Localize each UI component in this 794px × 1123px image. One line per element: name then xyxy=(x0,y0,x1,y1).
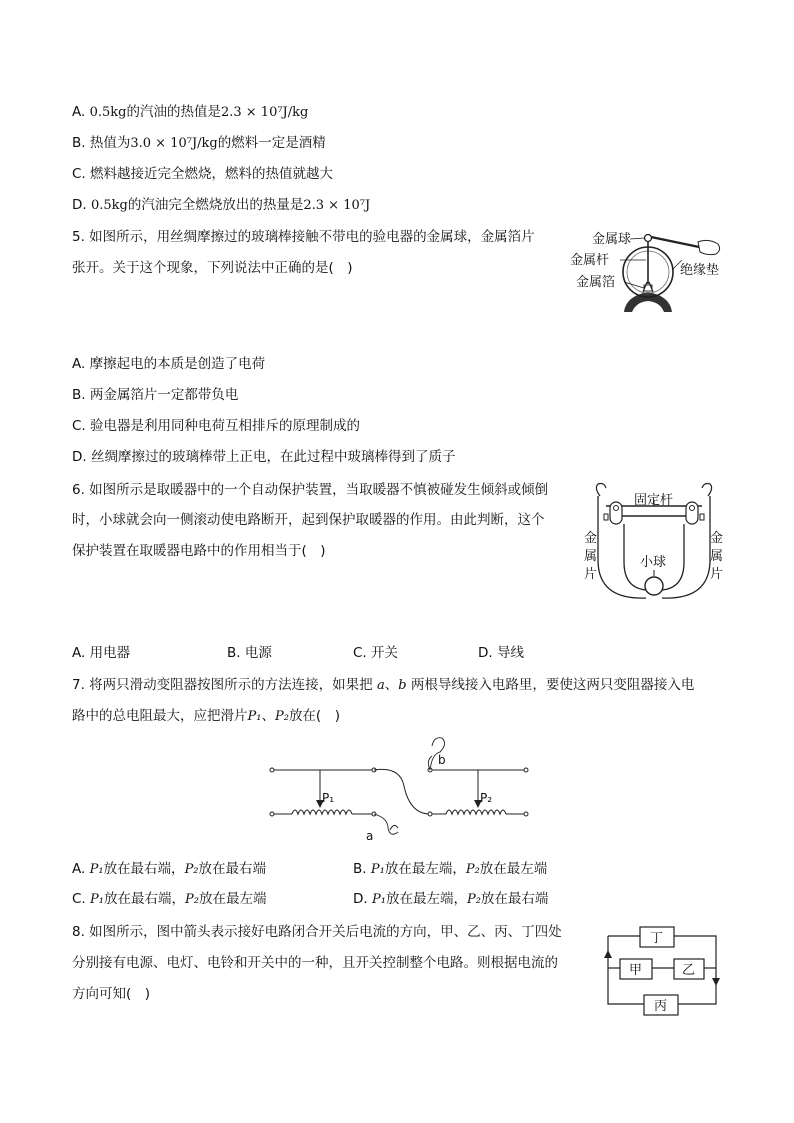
q6-option-d[interactable]: D. 导线 xyxy=(478,645,524,661)
label-metal-ball: 金属球 xyxy=(592,232,632,247)
label-p1: P₁ xyxy=(322,791,335,805)
stem-text: 7. 将两只滑动变阻器按图所示的方法连接，如果把 xyxy=(72,677,377,693)
q7-option-c[interactable] xyxy=(72,889,266,910)
var-p2: P₂ xyxy=(465,862,480,877)
q7-option-d[interactable] xyxy=(353,889,548,910)
rheostat-figure xyxy=(264,730,534,846)
math-mass: 0.5kg xyxy=(89,105,127,120)
label-jia: 甲 xyxy=(629,963,643,978)
option-prefix: D. xyxy=(353,891,372,907)
protection-device-figure xyxy=(584,480,724,608)
label-yi: 乙 xyxy=(682,963,696,978)
option-text: 放在最左端 xyxy=(198,891,267,907)
var-p1: P₁ xyxy=(247,709,262,724)
var-p1: P₁ xyxy=(370,862,385,877)
q6-stem-line1: 6. 如图所示是取暖器中的一个自动保护装置，当取暖器不慎被碰发生倾斜或倾倒 xyxy=(72,482,549,498)
var-p2: P₂ xyxy=(184,892,199,907)
option-text: 的汽油的热值是 xyxy=(126,104,221,120)
option-text: 放在最左端， xyxy=(384,861,466,877)
option-text: 放在最右端 xyxy=(198,861,267,877)
q6-stem-line2: 时，小球就会向一侧滚动使电路断开，起到保护取暖器的作用。由此判断，这个 xyxy=(72,512,545,528)
var-p1: P₁ xyxy=(89,862,104,877)
q5-option-d[interactable]: D. 丝绸摩擦过的玻璃棒带上正电，在此过程中玻璃棒得到了质子 xyxy=(72,449,456,465)
label-fixed-rod: 固定杆 xyxy=(634,493,674,508)
option-text: 放在最右端 xyxy=(480,891,549,907)
math-mass: 0.5kg xyxy=(90,198,128,213)
q6-stem-line3: 保护装置在取暖器电路中的作用相当于( ) xyxy=(72,543,326,559)
math-heat-value: 2.3 × 10⁷J/kg xyxy=(220,105,309,120)
label-right-metal-3: 片 xyxy=(710,567,724,582)
option-text: 放在最左端， xyxy=(385,891,467,907)
q6-option-b[interactable]: B. 电源 xyxy=(227,645,272,661)
label-p2: P₂ xyxy=(480,791,493,805)
q5-option-c[interactable]: C. 验电器是利用同种电荷互相排斥的原理制成的 xyxy=(72,418,361,434)
stem-sep: 、 xyxy=(384,677,399,693)
q6-option-c[interactable]: C. 开关 xyxy=(353,645,399,661)
label-ding: 丁 xyxy=(650,931,664,946)
var-p2: P₂ xyxy=(184,862,199,877)
var-b: b xyxy=(398,678,407,693)
label-insulating-pad: 绝缘垫 xyxy=(680,263,720,278)
var-p1: P₁ xyxy=(90,892,104,907)
option-prefix: B. xyxy=(353,861,371,877)
var-p2: P₂ xyxy=(274,709,289,724)
math-heat-value: 3.0 × 10⁷J/kg xyxy=(130,136,218,151)
stem-sep: 、 xyxy=(261,708,275,724)
option-prefix: B. 热值为 xyxy=(72,135,131,151)
q7-stem-line2 xyxy=(72,706,340,727)
option-text: 放在最左端 xyxy=(479,861,548,877)
label-left-metal-1: 金 xyxy=(584,531,598,546)
stem-text: 放在( ) xyxy=(288,708,340,724)
label-right-metal-1: 金 xyxy=(710,531,724,546)
q6-option-a[interactable]: A. 用电器 xyxy=(72,645,131,661)
q7-option-b[interactable] xyxy=(353,859,547,880)
label-wire-b: b xyxy=(438,753,446,767)
q7-option-a[interactable] xyxy=(72,859,266,880)
q4-option-c[interactable]: C. 燃料越接近完全燃烧，燃料的热值就越大 xyxy=(72,166,334,182)
q5-option-b[interactable]: B. 两金属箔片一定都带负电 xyxy=(72,387,239,403)
label-wire-a: a xyxy=(366,829,374,843)
option-text: 的燃料一定是酒精 xyxy=(217,135,326,151)
label-right-metal-2: 属 xyxy=(710,549,724,564)
label-left-metal-2: 属 xyxy=(584,549,598,564)
option-prefix: C. xyxy=(72,891,91,907)
option-text: 放在最右端， xyxy=(103,891,185,907)
option-text: 放在最右端， xyxy=(103,861,185,877)
option-text: 的汽油完全燃烧放出的热量是 xyxy=(127,197,304,213)
math-heat: 2.3 × 10⁷J xyxy=(303,198,371,213)
label-metal-foil: 金属箔 xyxy=(576,275,616,290)
q5-stem-line1: 5. 如图所示，用丝绸摩擦过的玻璃棒接触不带电的验电器的金属球，金属箔片 xyxy=(72,229,535,245)
q5-stem-line2: 张开。关于这个现象，下列说法中正确的是( ) xyxy=(72,260,353,276)
option-prefix: D. xyxy=(72,197,91,213)
var-a: a xyxy=(376,678,385,693)
q8-stem-line1: 8. 如图所示，图中箭头表示接好电路闭合开关后电流的方向，甲、乙、丙、丁四处 xyxy=(72,924,562,940)
q7-stem-line1 xyxy=(72,675,694,696)
option-prefix: A. xyxy=(72,104,90,120)
label-left-metal-3: 片 xyxy=(584,567,598,582)
label-small-ball: 小球 xyxy=(640,555,667,570)
electroscope-figure xyxy=(568,226,728,318)
label-metal-rod: 金属杆 xyxy=(570,253,610,268)
option-prefix: A. xyxy=(72,861,90,877)
var-p2: P₂ xyxy=(466,892,481,907)
label-bing: 丙 xyxy=(654,999,668,1014)
q4-option-b[interactable] xyxy=(72,133,326,154)
q4-option-a[interactable] xyxy=(72,102,308,123)
var-p1: P₁ xyxy=(371,892,386,907)
q8-stem-line3: 方向可知( ) xyxy=(72,986,151,1002)
stem-text: 路中的总电阻最大，应把滑片 xyxy=(72,708,248,724)
q8-stem-line2: 分别接有电源、电灯、电铃和开关中的一种，且开关控制整个电路。则根据电流的 xyxy=(72,955,558,971)
q4-option-d[interactable] xyxy=(72,195,370,216)
circuit-direction-figure xyxy=(598,922,726,1020)
q5-option-a[interactable]: A. 摩擦起电的本质是创造了电荷 xyxy=(72,356,266,372)
stem-text: 两根导线接入电路里，要使这两只变阻器接入电 xyxy=(406,677,695,693)
